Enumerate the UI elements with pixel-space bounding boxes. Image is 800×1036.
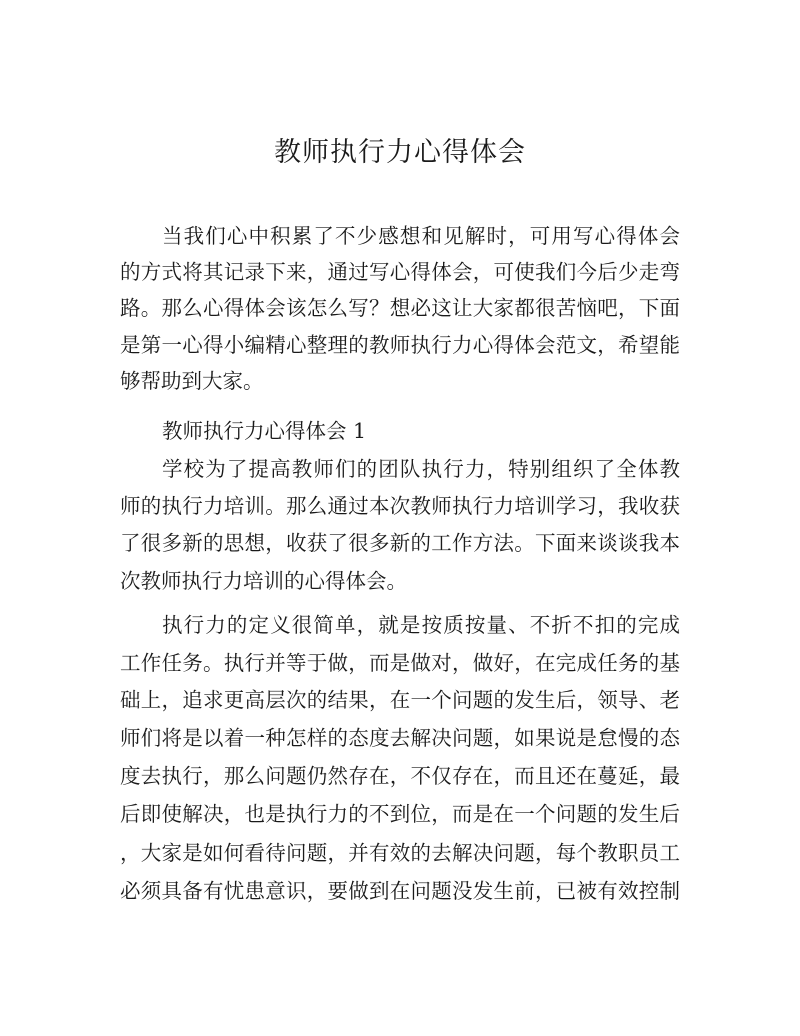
paragraph-line: 了很多新的思想，收获了很多新的工作方法。下面来谈谈我本 <box>120 531 680 555</box>
document-title: 教师执行力心得体会 <box>274 137 526 168</box>
paragraph-line: 必须具备有忧患意识，要做到在问题没发生前，已被有效控制 <box>120 879 680 903</box>
paragraph-line: 是第一心得小编精心整理的教师执行力心得体会范文，希望能 <box>120 333 680 357</box>
paragraph-line: 学校为了提高教师们的团队执行力，特别组织了全体教 <box>162 457 680 481</box>
paragraph-line: 次教师执行力培训的心得体会。 <box>120 569 407 593</box>
paragraph-line: 路。那么心得体会该怎么写？想必这让大家都很苦恼吧，下面 <box>120 296 680 320</box>
paragraph-line: 当我们心中积累了不少感想和见解时，可用写心得体会 <box>162 224 680 248</box>
paragraph-line: 度去执行，那么问题仍然存在，不仅存在，而且还在蔓延，最 <box>120 764 680 788</box>
paragraph-line: 工作任务。执行并等于做，而是做对，做好，在完成任务的基 <box>120 651 680 675</box>
paragraph-line: 师的执行力培训。那么通过本次教师执行力培训学习，我收获 <box>120 494 680 518</box>
paragraph-line: 的方式将其记录下来，通过写心得体会，可使我们今后少走弯 <box>120 260 680 284</box>
section-heading: 教师执行力心得体会 1 <box>162 419 367 443</box>
paragraph-line: 师们将是以着一种怎样的态度去解决问题，如果说是怠慢的态 <box>120 726 680 750</box>
paragraph-line: 够帮助到大家。 <box>120 369 264 393</box>
paragraph-line: ，大家是如何看待问题，并有效的去解决问题，每个教职员工 <box>120 841 680 865</box>
paragraph-line: 后即使解决，也是执行力的不到位，而是在一个问题的发生后 <box>120 802 680 826</box>
paragraph-line: 础上，追求更高层次的结果，在一个问题的发生后，领导、老 <box>120 688 680 712</box>
paragraph-line: 执行力的定义很简单，就是按质按量、不折不扣的完成 <box>162 613 680 637</box>
